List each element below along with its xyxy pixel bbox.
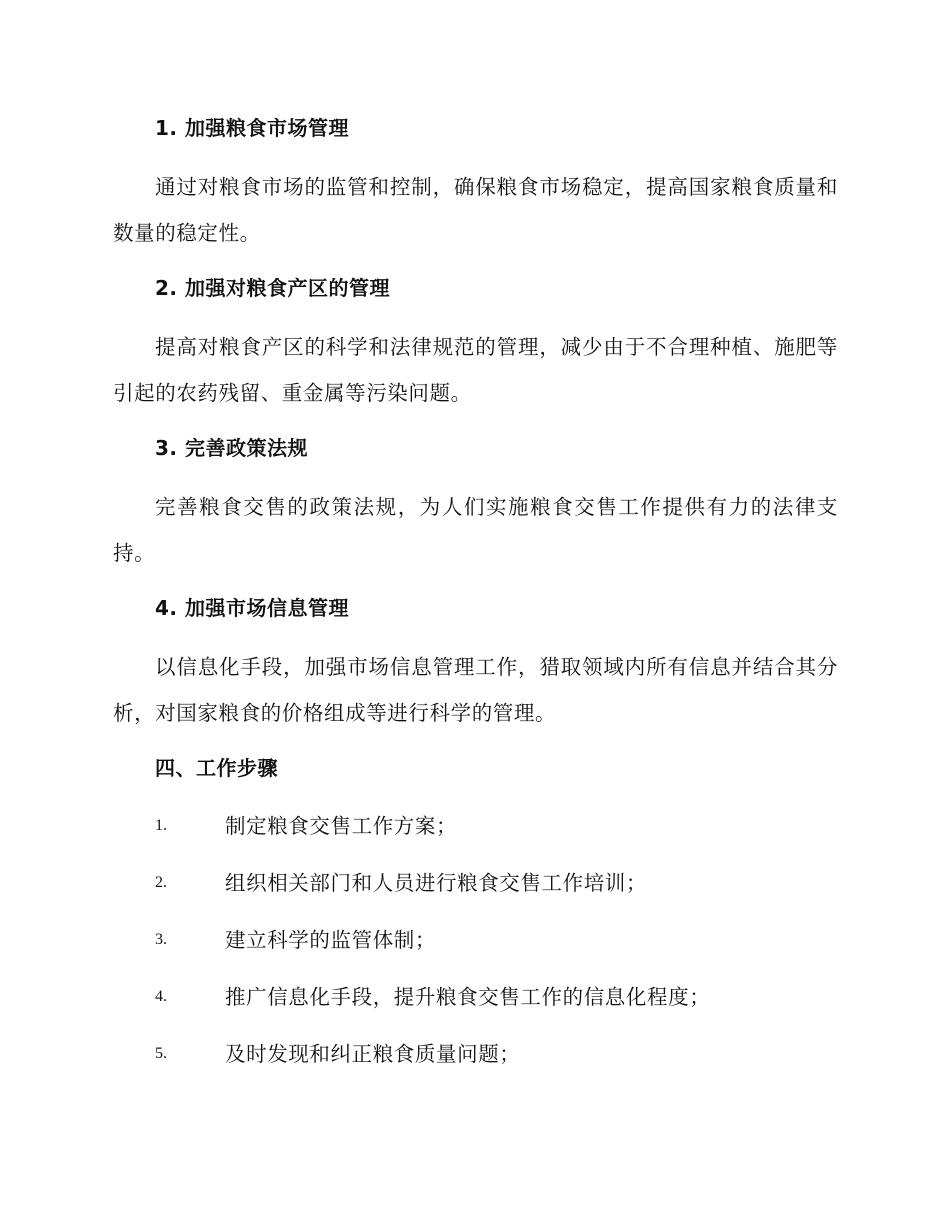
- work-step-number: 3.: [155, 931, 167, 948]
- work-steps-heading: 四、工作步骤: [155, 756, 278, 780]
- section-heading-market-management: 1. 加强粮食市场管理: [155, 116, 349, 140]
- section-body-market-info: 以信息化手段，加强市场信息管理工作，猎取领域内所有信息并结合其分析，对国家粮食的价格组成等进行科学的管理。: [113, 655, 838, 725]
- work-step-text: 建立科学的监管体制；: [225, 928, 436, 952]
- work-step-number: 4.: [155, 988, 167, 1005]
- work-step-text: 组织相关部门和人员进行粮食交售工作培训；: [225, 871, 647, 895]
- section-body-policy: 完善粮食交售的政策法规，为人们实施粮食交售工作提供有力的法律支持。: [113, 495, 838, 565]
- work-step-text: 制定粮食交售工作方案；: [225, 814, 458, 838]
- work-step-text: 及时发现和纠正粮食质量问题；: [225, 1042, 521, 1066]
- work-step-number: 1.: [155, 817, 167, 834]
- work-step-text: 推广信息化手段，提升粮食交售工作的信息化程度；: [225, 985, 711, 1009]
- section-heading-policy: 3. 完善政策法规: [155, 436, 308, 460]
- work-step-number: 5.: [155, 1045, 167, 1062]
- section-body-market-management: 通过对粮食市场的监管和控制，确保粮食市场稳定，提高国家粮食质量和数量的稳定性。: [113, 175, 838, 245]
- section-heading-market-info: 4. 加强市场信息管理: [155, 596, 349, 620]
- section-body-production-area: 提高对粮食产区的科学和法律规范的管理，减少由于不合理种植、施肥等引起的农药残留、重金属等污染问题。: [113, 335, 838, 405]
- work-step-number: 2.: [155, 874, 167, 891]
- section-heading-production-area: 2. 加强对粮食产区的管理: [155, 276, 390, 300]
